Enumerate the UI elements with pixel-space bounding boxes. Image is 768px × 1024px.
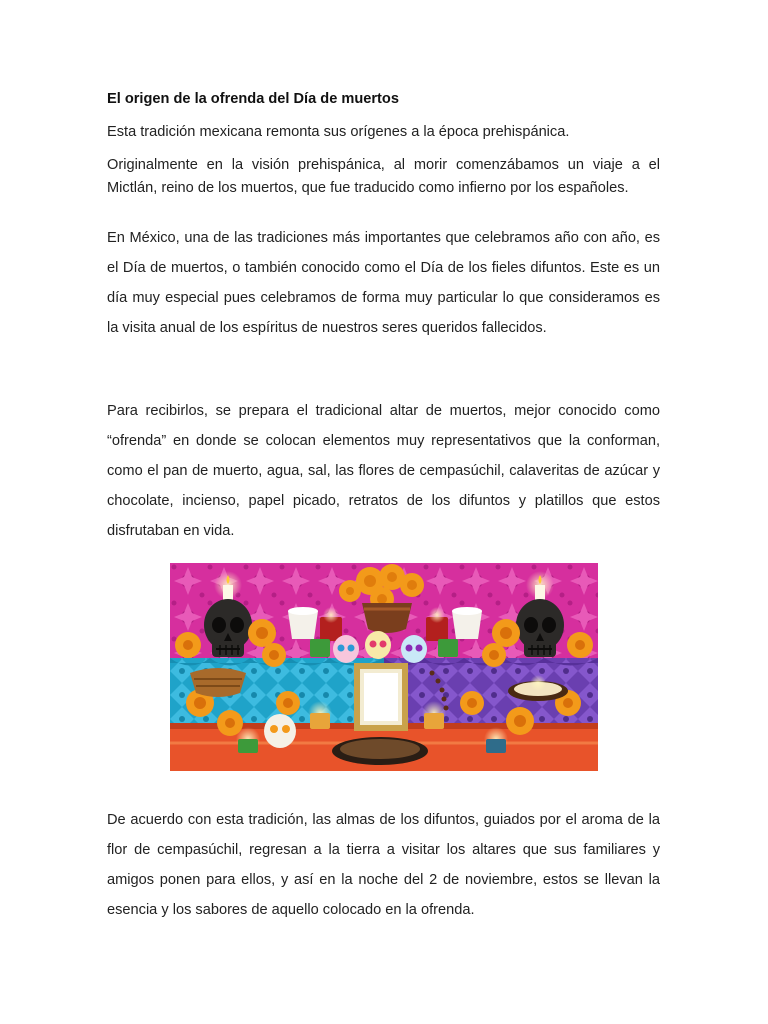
paragraph-almas: De acuerdo con esta tradición, las almas de los difuntos, guiados por el aroma de la flor de cempasúchil, regresan a la tierra a visitar los altares que sus familiares y amigos ponen para ellos, y así en la noche del 2 de noviembre, estos se llevan la esencia y los sabores de aquello colocado en la ofrenda.	[107, 812, 660, 918]
document-title: El origen de la ofrenda del Día de muertos	[107, 91, 399, 107]
paragraph-intro: Esta tradición mexicana remonta sus orígenes a la época prehispánica.	[107, 124, 570, 140]
paragraph-mictlan: Originalmente en la visión prehispánica, al morir comenzábamos un viaje a el Mictlán, reino de los muertos, que fue traducido como infierno por los españoles.	[107, 157, 660, 196]
altar-illustration	[170, 563, 598, 771]
altar-photo	[170, 563, 598, 771]
paragraph-dia-de-muertos: En México, una de las tradiciones más importantes que celebramos año con año, es el Día de muertos, o también conocido como el Día de los fieles difuntos. Este es un día muy especial pues celebramos de forma muy particular lo que consideramos es la visita anual de los espíritus de nuestros seres queridos fallecidos.	[107, 230, 660, 336]
paragraph-ofrenda: Para recibirlos, se prepara el tradicional altar de muertos, mejor conocido como “ofrenda” en donde se colocan elementos muy representativos que la conforman, como el pan de muerto, agua, sal, las flores de cempasúchil, calaveritas de azúcar y chocolate, incienso, papel picado, retratos de los difuntos y platillos que estos disfrutaban en vida.	[107, 403, 660, 539]
